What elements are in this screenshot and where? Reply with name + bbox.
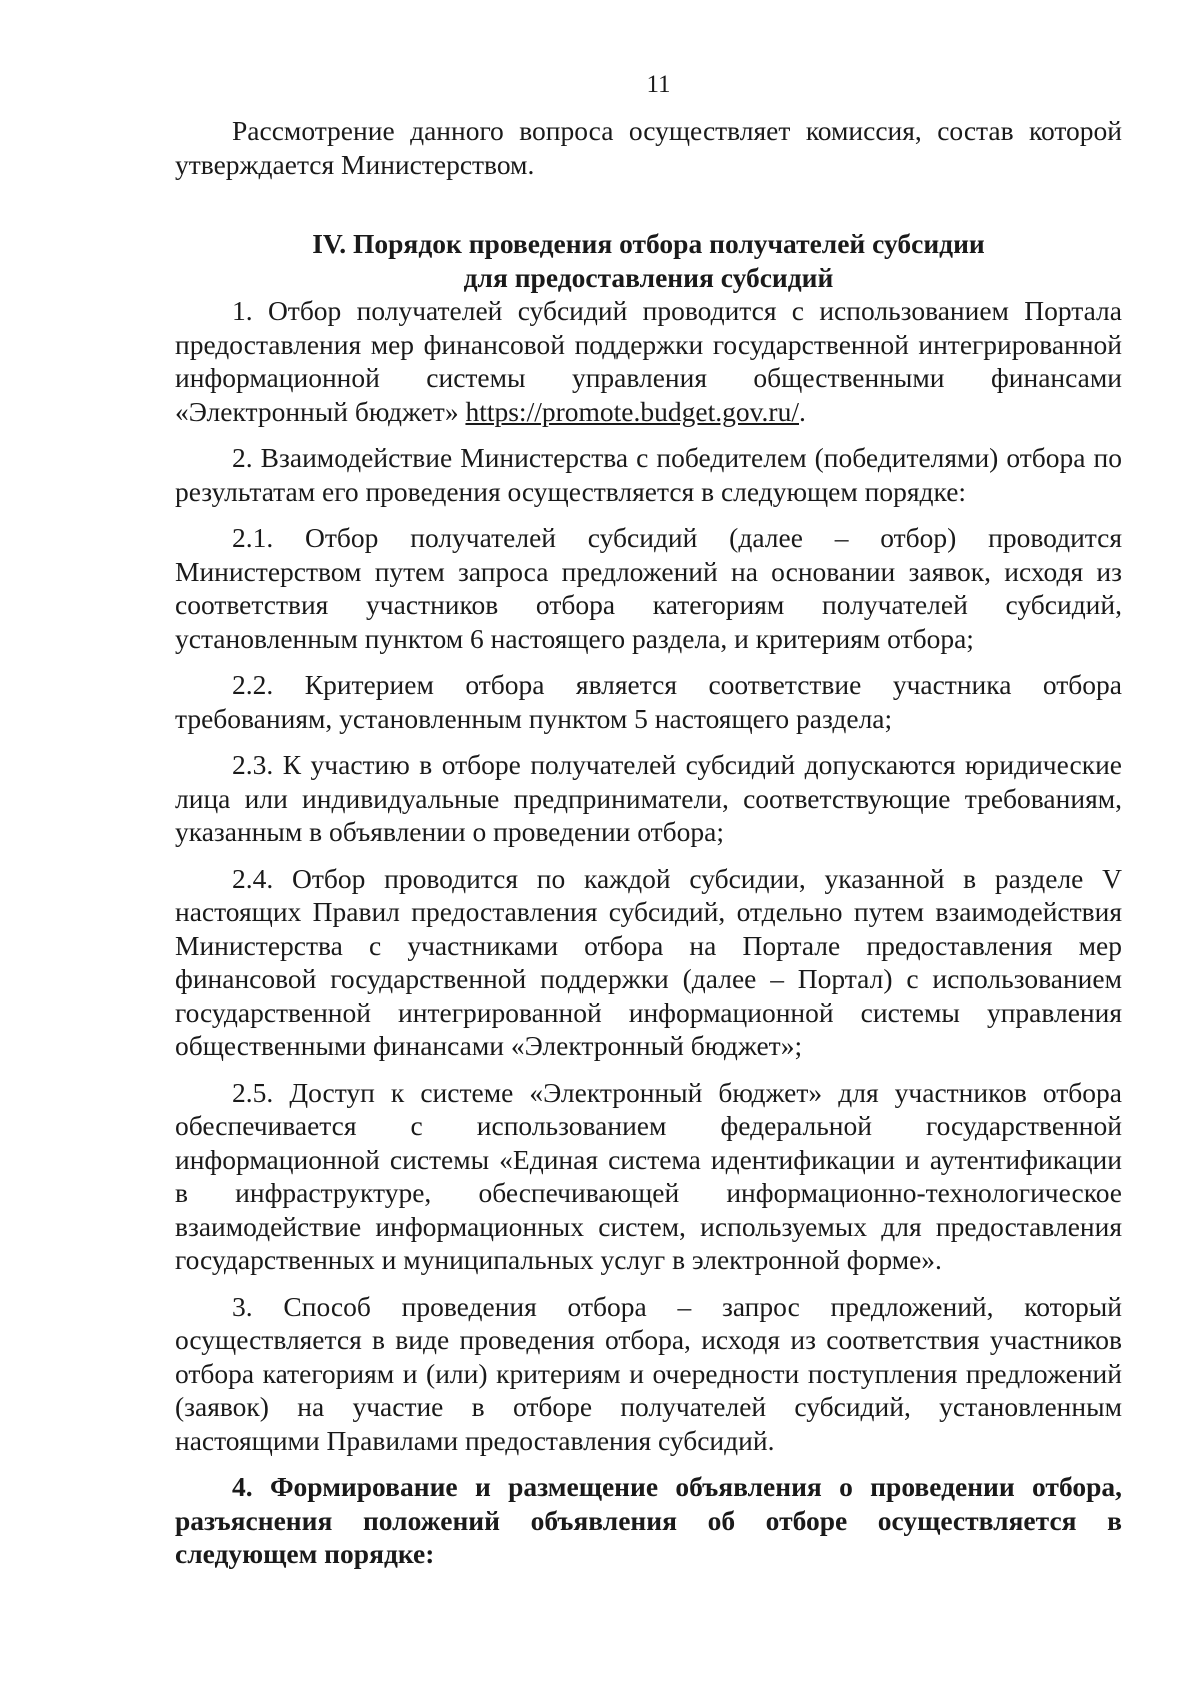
paragraph-2-5: 2.5. Доступ к системе «Электронный бюджет» для участников отбора обеспечивается с использованием федеральной государственной информационной системы «Единая система идентификации и аутентификации в инфраструктуре, обеспечивающей информационно-технологическое взаимодействие информационных систем, используемых для предоставления государственных и муниципальных услуг в электронной форме». bbox=[175, 1076, 1122, 1275]
paragraph-1-end: . bbox=[799, 395, 806, 427]
section-title bbox=[175, 227, 1122, 294]
paragraph-1 bbox=[175, 294, 1122, 428]
intro-paragraph: Рассмотрение данного вопроса осуществляет комиссия, состав которой утверждается Министерством. bbox=[175, 115, 1122, 180]
paragraph-2-1: 2.1. Отбор получателей субсидий (далее – отбор) проводится Министерством путем запроса предложений на основании заявок, исходя из соответствия участников отбора категориям получателей субсидий, установленным пунктом 6 настоящего раздела, и критериям отбора; bbox=[175, 522, 1122, 654]
paragraph-3: 3. Способ проведения отбора – запрос предложений, который осуществляется в виде проведения отбора, исходя из соответствия участников отбора категориям и (или) критериям и очередности поступления предложений (заявок) на участие в отборе получателей субсидий, установленным настоящими Правилами предоставления субсидий. bbox=[175, 1290, 1122, 1456]
document-page bbox=[175, 70, 1122, 1571]
page-number: 11 bbox=[646, 71, 671, 98]
paragraph-2-3: 2.3. К участию в отборе получателей субсидий допускаются юридические лица или индивидуальные предприниматели, соответствующие требованиям, указанным в объявлении о проведении отбора; bbox=[175, 749, 1122, 847]
paragraph-4-heading: 4. Формирование и размещение объявления о проведении отбора, разъяснения положений объявления об отборе осуществляется в следующем порядке: bbox=[175, 1471, 1122, 1569]
paragraph-1-text: 1. Отбор получателей субсидий проводится с использованием Портала предоставления мер финансовой поддержки государственной интегрированной информационной системы управления общественными финансами «Электронный бюджет» bbox=[175, 295, 1122, 427]
paragraph-2-4: 2.4. Отбор проводится по каждой субсидии, указанной в разделе V настоящих Правил предоставления субсидий, отдельно путем взаимодействия Министерства с участниками отбора на Портале предоставления мер финансовой государственной поддержки (далее – Портал) с использованием государственной интегрированной информационной системы управления общественными финансами «Электронный бюджет»; bbox=[175, 862, 1122, 1061]
budget-portal-link[interactable]: https://promote.budget.gov.ru/ bbox=[465, 395, 799, 427]
paragraph-2-2: 2.2. Критерием отбора является соответствие участника отбора требованиям, установленным пунктом 5 настоящего раздела; bbox=[175, 669, 1122, 734]
section-title-line-1: IV. Порядок проведения отбора получателей субсидии bbox=[312, 228, 985, 259]
paragraph-2: 2. Взаимодействие Министерства с победителем (победителями) отбора по результатам его проведения осуществляется в следующем порядке: bbox=[175, 442, 1122, 507]
section-title-line-2: для предоставления субсидий bbox=[463, 261, 834, 293]
